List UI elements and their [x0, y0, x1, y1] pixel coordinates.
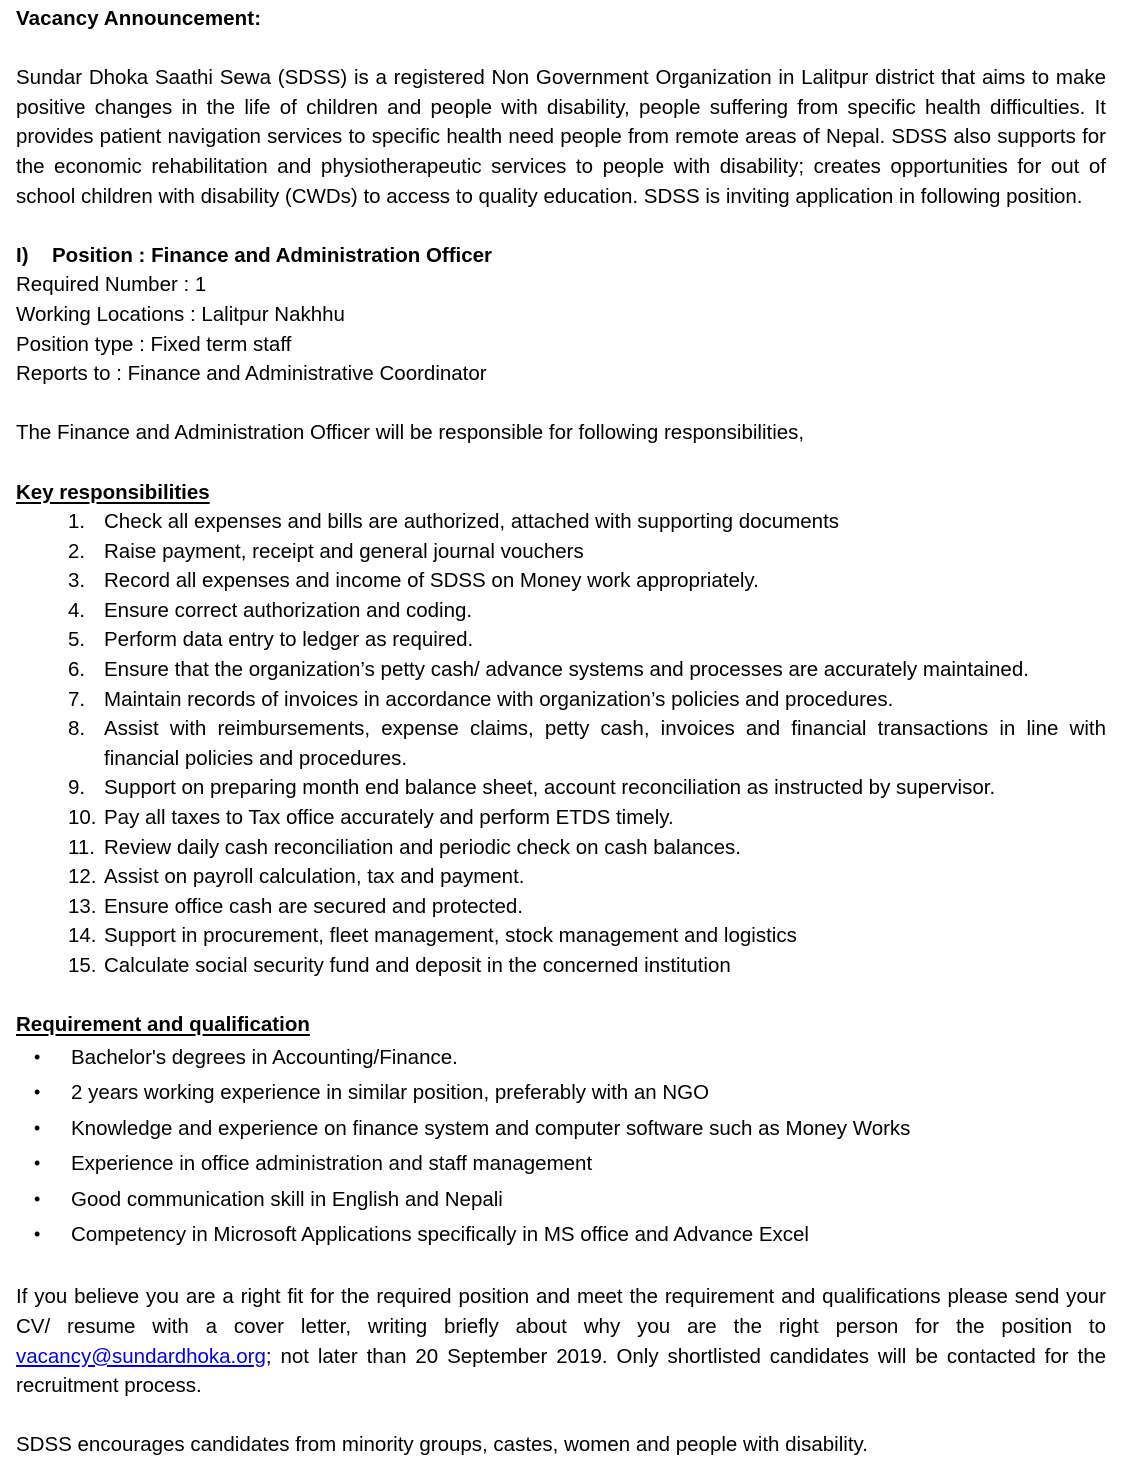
position-detail-position-type: Position type : Fixed term staff — [16, 332, 292, 356]
list-item-text: Knowledge and experience on finance system and computer software such as Money Works — [71, 1116, 911, 1140]
bullet-icon: • — [34, 1188, 41, 1209]
requirements-list — [16, 1040, 1106, 1253]
list-item-text: 2 years working experience in similar position, preferably with an NGO — [71, 1081, 710, 1105]
spacer — [16, 211, 1106, 241]
list-item-text: Calculate social security fund and deposit in the concerned institution — [104, 954, 731, 977]
list-item — [16, 951, 1106, 981]
list-item — [16, 1111, 1106, 1147]
closing-text-before-email: If you believe you are a right fit for the required position and meet the requirement and qualifications please send your CV/ resume with a cover letter, writing briefly about why you are the right person for the position to — [16, 1285, 1106, 1338]
list-item — [16, 714, 1106, 773]
list-item — [16, 566, 1106, 596]
list-item-text: Experience in office administration and staff management — [71, 1152, 593, 1176]
spacer — [16, 448, 1106, 478]
document-body — [16, 4, 1106, 1460]
position-detail-working-locations: Working Locations : Lalitpur Nakhhu — [16, 302, 345, 326]
responsibilities-lead-in: The Finance and Administration Officer will be responsible for following responsibilities, — [16, 421, 805, 445]
spacer — [16, 981, 1106, 1011]
list-item-number: 3. — [68, 569, 86, 593]
list-item — [16, 655, 1106, 685]
spacer — [16, 1253, 1106, 1283]
position-detail-reports-to: Reports to : Finance and Administrative Coordinator — [16, 362, 487, 386]
bullet-icon: • — [34, 1046, 41, 1067]
list-item-number: 7. — [68, 687, 86, 711]
list-item — [16, 685, 1106, 715]
list-item — [16, 537, 1106, 567]
intro-paragraph: Sundar Dhoka Saathi Sewa (SDSS) is a registered Non Government Organization in Lalitpur district that aims to make positive changes in the life of children and people with disability, people suffering from specific health difficulties. It provides patient navigation services to specific health need people from remote areas of Nepal. SDSS also supports for the economic rehabilitation and physiotherapeutic services to people with disability; creates opportunities for out of school children with disability (CWDs) to access to quality education. SDSS is inviting application in following position. — [16, 66, 1106, 208]
list-item-number: 12. — [68, 865, 97, 889]
list-item-number: 11. — [68, 835, 95, 859]
list-item-text: Review daily cash reconciliation and periodic check on cash balances. — [104, 835, 741, 859]
document-title: Vacancy Announcement: — [16, 7, 262, 30]
list-item — [16, 773, 1106, 803]
list-item-number: 8. — [68, 717, 86, 741]
list-item-text: Support in procurement, fleet management, stock management and logistics — [104, 924, 797, 948]
list-item — [16, 862, 1106, 892]
list-item-number: 10. — [68, 806, 97, 830]
list-item-number: 6. — [68, 658, 86, 682]
list-item — [16, 1146, 1106, 1182]
list-item-text: Bachelor's degrees in Accounting/Finance. — [71, 1045, 458, 1069]
bullet-icon: • — [34, 1224, 41, 1245]
list-item-text: Ensure correct authorization and coding. — [104, 598, 473, 622]
list-item-text: Ensure that the organization’s petty cash/ advance systems and processes are accurately maintained. — [104, 658, 1029, 682]
key-responsibilities-heading: Key responsibilities — [16, 480, 210, 504]
closing-paragraph — [16, 1282, 1106, 1400]
requirements-heading: Requirement and qualification — [16, 1013, 310, 1037]
list-item — [16, 1182, 1106, 1218]
spacer — [16, 389, 1106, 419]
position-marker: I) — [16, 243, 29, 267]
vacancy-email-link[interactable]: vacancy@sundardhoka.org — [16, 1344, 266, 1368]
list-item-text: Assist with reimbursements, expense claims, petty cash, invoices and financial transactions in line with financial policies and procedures. — [104, 717, 1106, 770]
list-item-number: 5. — [68, 628, 86, 652]
bullet-icon: • — [34, 1082, 41, 1103]
list-item-text: Support on preparing month end balance sheet, account reconciliation as instructed by supervisor. — [104, 776, 996, 800]
list-item-number: 1. — [68, 510, 86, 534]
equal-opportunity-statement: SDSS encourages candidates from minority groups, castes, women and people with disability. — [16, 1433, 868, 1457]
list-item-text: Ensure office cash are secured and protected. — [104, 894, 523, 918]
list-item — [16, 803, 1106, 833]
list-item-text: Check all expenses and bills are authorized, attached with supporting documents — [104, 510, 840, 534]
list-item-text: Pay all taxes to Tax office accurately and perform ETDS timely. — [104, 806, 674, 830]
bullet-icon: • — [34, 1153, 41, 1174]
list-item-text: Assist on payroll calculation, tax and payment. — [104, 865, 525, 889]
list-item — [16, 1040, 1106, 1076]
list-item-number: 14. — [68, 924, 97, 948]
list-item-number: 15. — [68, 954, 97, 977]
list-item-text: Good communication skill in English and Nepali — [71, 1187, 503, 1211]
list-item — [16, 833, 1106, 863]
list-item-number: 13. — [68, 894, 97, 918]
list-item — [16, 1217, 1106, 1253]
bullet-icon: • — [34, 1117, 41, 1138]
list-item — [16, 892, 1106, 922]
spacer — [16, 34, 1106, 64]
position-title: Position : Finance and Administration Officer — [52, 243, 493, 267]
list-item-text: Competency in Microsoft Applications specifically in MS office and Advance Excel — [71, 1223, 809, 1247]
list-item-text: Record all expenses and income of SDSS on Money work appropriately. — [104, 569, 759, 593]
list-item-number: 9. — [68, 776, 86, 800]
list-item-text: Raise payment, receipt and general journal vouchers — [104, 539, 584, 563]
list-item-number: 2. — [68, 539, 86, 563]
spacer — [16, 1401, 1106, 1431]
position-heading — [16, 241, 1106, 271]
list-item — [16, 596, 1106, 626]
list-item — [16, 1075, 1106, 1111]
position-detail-required-number: Required Number : 1 — [16, 273, 207, 297]
list-item-number: 4. — [68, 598, 86, 622]
list-item — [16, 625, 1106, 655]
list-item — [16, 921, 1106, 951]
list-item — [16, 507, 1106, 537]
closing-text-after-email: ; not later than 20 September 2019. Only shortlisted candidates will be contacted for the recruitment process. — [16, 1344, 1106, 1398]
key-responsibilities-list — [16, 507, 1106, 981]
list-item-text: Maintain records of invoices in accordance with organization’s policies and procedures. — [104, 687, 894, 711]
list-item-text: Perform data entry to ledger as required. — [104, 628, 474, 652]
